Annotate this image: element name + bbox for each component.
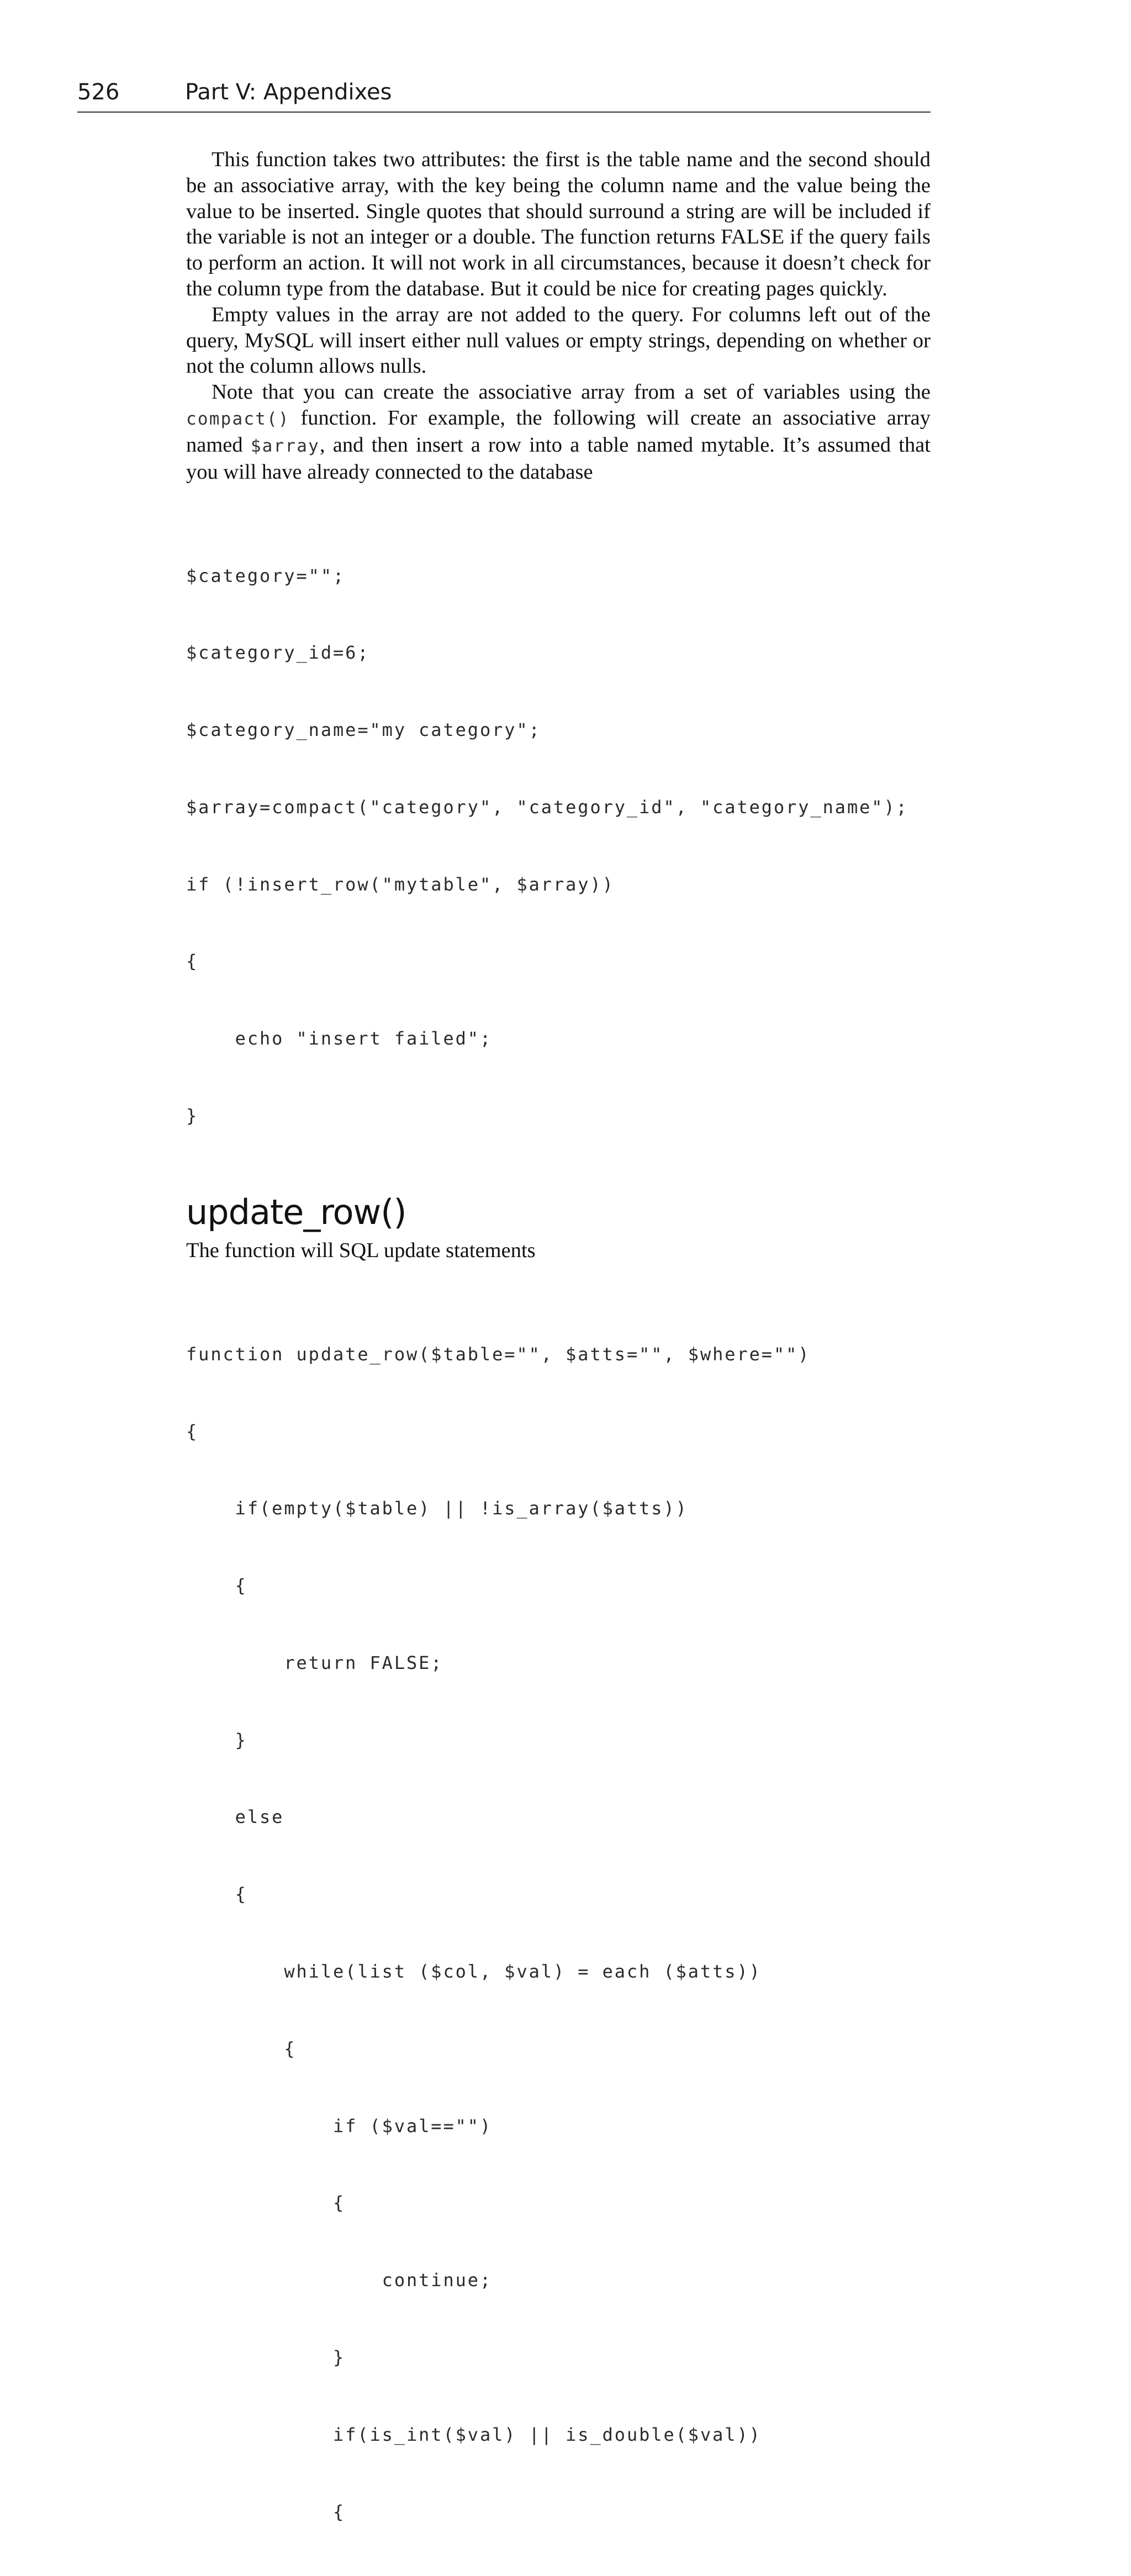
code-line: if(empty($table) || !is_array($atts)) <box>186 1498 688 1519</box>
code-example-update-row <box>186 1290 931 2576</box>
code-line: } <box>186 2346 346 2368</box>
code-line: $array=compact("category", "category_id", "category_name"); <box>186 796 908 818</box>
code-example-insert <box>186 511 931 1180</box>
inline-code-compact: compact() <box>186 409 290 429</box>
code-line: if (!insert_row("mytable", $array)) <box>186 873 615 895</box>
code-line: while(list ($col, $val) = each ($atts)) <box>186 1961 762 1983</box>
code-line: { <box>186 1420 199 1442</box>
code-line: { <box>186 2038 297 2059</box>
code-line: if ($val=="") <box>186 2115 493 2137</box>
code-line: echo "insert failed"; <box>186 1028 493 1050</box>
code-line: } <box>186 1729 247 1751</box>
paragraph-3-text-3: , and then insert a row into a table named mytable. It’s assumed that you will have already connected to the database <box>186 433 931 484</box>
code-line: $category_id=6; <box>186 642 370 664</box>
code-line: return FALSE; <box>186 1652 443 1673</box>
code-line: continue; <box>186 2270 493 2291</box>
code-line: $category=""; <box>186 565 346 586</box>
running-head: Part V: Appendixes <box>185 79 392 105</box>
code-line: function update_row($table="", $atts="", $where="") <box>186 1343 811 1365</box>
paragraph-3-text-2: function. For example, the following will create an associative array named <box>186 406 931 457</box>
page-header <box>77 77 931 113</box>
page-number: 526 <box>77 79 120 105</box>
section-description: The function will SQL update statements <box>186 1238 536 1262</box>
page-content <box>186 147 931 2576</box>
paragraph-2: Empty values in the array are not added to the query. For columns left out of the query, MySQL will insert either null values or empty strings, depending on whether or not the column allows nulls. <box>186 303 931 378</box>
code-line: { <box>186 951 199 972</box>
paragraph-3 <box>186 379 931 485</box>
code-line: { <box>186 1884 247 1905</box>
section-heading: update_row() <box>186 1191 406 1232</box>
inline-code-array: $array <box>250 436 320 456</box>
paragraph-1: This function takes two attributes: the first is the table name and the second should be an associative array, with the key being the column name and the value being the value to be inserted. Single quotes that should surround a string are will be included if the variable is not an integer or a double. The function returns FALSE if the query fails to perform an action. It will not work in all circumstances, because it doesn’t check for the column type from the database. But it could be nice for creating pages quickly. <box>186 148 931 300</box>
code-line: { <box>186 1575 247 1597</box>
code-line: { <box>186 2501 346 2522</box>
paragraph-3-text-1: Note that you can create the associative array from a set of variables using the <box>212 380 931 404</box>
code-line: { <box>186 2192 346 2214</box>
code-line: else <box>186 1806 284 1828</box>
code-line: if(is_int($val) || is_double($val)) <box>186 2424 762 2445</box>
body-text <box>186 147 931 485</box>
code-line: $category_name="my category"; <box>186 719 541 741</box>
code-line: } <box>186 1105 199 1127</box>
